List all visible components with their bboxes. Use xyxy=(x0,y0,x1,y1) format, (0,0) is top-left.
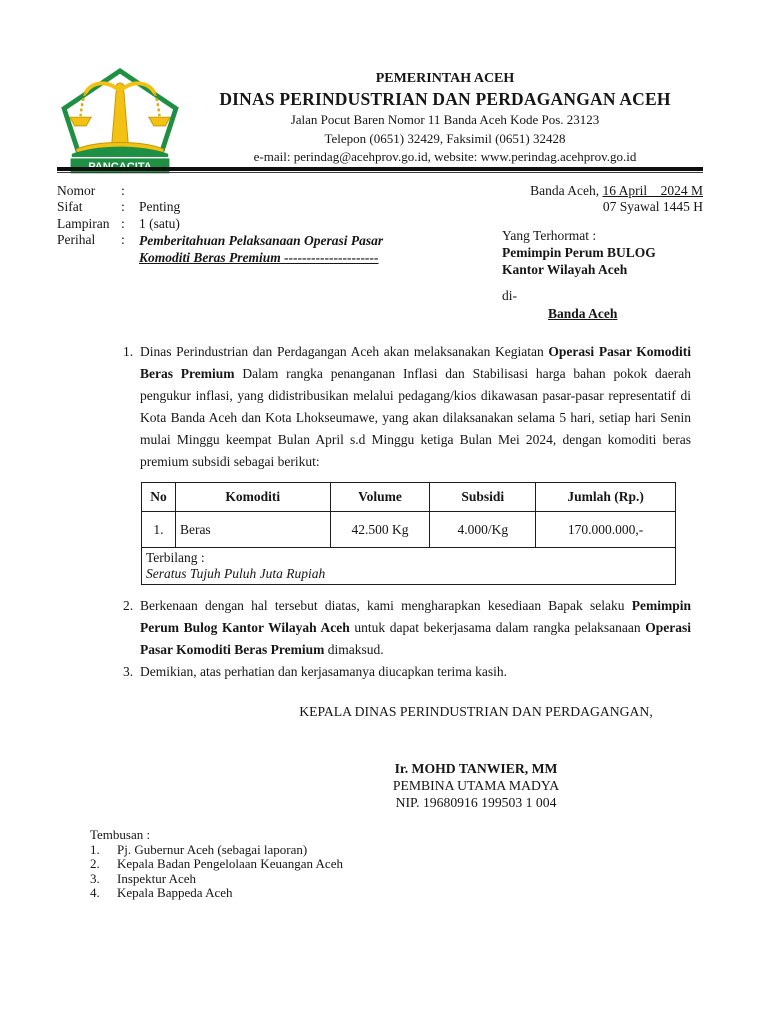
tembusan-num: 4. xyxy=(90,885,100,901)
letterhead-text xyxy=(187,64,703,181)
tembusan-item xyxy=(90,886,343,901)
tembusan-item xyxy=(90,872,343,887)
cell-no: 1. xyxy=(142,512,176,548)
cell-jumlah: 170.000.000,- xyxy=(536,512,676,548)
meta-colon: : xyxy=(121,199,125,215)
tembusan-num: 1. xyxy=(90,841,100,857)
signatory-identity xyxy=(191,760,761,811)
date-hijri: 07 Syawal 1445 H xyxy=(602,199,703,214)
meta-label: Perihal xyxy=(57,232,96,248)
meta-value: 1 (satu) xyxy=(139,215,180,231)
meta-row-sifat xyxy=(57,199,383,215)
item-text xyxy=(140,341,691,473)
tembusan-text: Kepala Badan Pengelolaan Keuangan Aceh xyxy=(117,856,343,872)
aceh-provincial-emblem-logo xyxy=(57,64,187,181)
subject-line1: Pemberitahuan Pelaksanaan Operasi Pasar xyxy=(139,233,384,249)
pancacita-emblem-icon xyxy=(57,68,183,176)
item-text: Demikian, atas perhatian dan kerjasamanya diucapkan terima kasih. xyxy=(140,664,507,679)
item1-text-pre: Dinas Perindustrian dan Perdagangan Aceh akan melaksanakan Kegiatan xyxy=(140,344,549,359)
agency-address: Jalan Pocut Baren Nomor 11 Banda Aceh Kode Pos. 23123 xyxy=(290,112,600,128)
cell-volume: 42.500 Kg xyxy=(330,512,430,548)
table-header-jumlah: Jumlah (Rp.) xyxy=(536,483,676,512)
recipient-city: Banda Aceh xyxy=(548,306,618,321)
logo-banner-text: PANCACITA xyxy=(88,161,152,174)
recipient-block xyxy=(487,228,703,322)
recipient-name-line2: Kantor Wilayah Aceh xyxy=(502,262,628,277)
table-terbilang-row xyxy=(142,548,676,585)
tembusan-num: 2. xyxy=(90,856,100,872)
meta-value: Penting xyxy=(139,199,181,215)
table-header-row xyxy=(142,483,676,512)
terbilang-cell xyxy=(142,548,676,585)
recipient-salutation: Yang Terhormat : xyxy=(502,228,597,243)
signatory-rank: PEMBINA UTAMA MADYA xyxy=(392,778,560,793)
table-header-no: No xyxy=(142,483,176,512)
carbon-copy-block xyxy=(90,828,343,901)
tembusan-item xyxy=(90,843,343,858)
body-item-1 xyxy=(123,341,691,473)
signatory-nip: NIP. 19680916 199503 1 004 xyxy=(395,795,557,810)
cell-komoditi: Beras xyxy=(175,512,330,548)
table-row xyxy=(142,512,676,548)
meta-value xyxy=(137,183,139,199)
body-item-2 xyxy=(123,595,691,661)
letter-date xyxy=(487,183,703,199)
meta-colon: : xyxy=(121,183,125,198)
signature-block xyxy=(191,703,761,811)
tembusan-item xyxy=(90,857,343,872)
subject-text xyxy=(137,232,383,266)
item-number: 1. xyxy=(123,344,134,359)
agency-email-website: e-mail: perindag@acehprov.go.id, website: www.perindag.acehprov.go.id xyxy=(253,148,637,164)
table-header-volume: Volume xyxy=(330,483,430,512)
letterhead-divider xyxy=(57,167,703,173)
government-name: PEMERINTAH ACEH xyxy=(375,71,515,86)
item2-text-mid: untuk dapat bekerjasama dalam rangka pelaksanaan xyxy=(349,620,646,635)
meta-row-perihal xyxy=(57,232,383,266)
agency-phone: Telepon (0651) 32429, Faksimil (0651) 32428 xyxy=(324,130,566,146)
item-number: 3. xyxy=(123,664,134,679)
meta-colon: : xyxy=(121,215,125,231)
meta-label: Lampiran xyxy=(57,215,110,231)
tembusan-num: 3. xyxy=(90,870,100,886)
meta-row-lampiran xyxy=(57,216,383,232)
tembusan-text: Pj. Gubernur Aceh (sebagai laporan) xyxy=(117,841,308,857)
date-gregorian: 16 April 2024 M xyxy=(602,183,703,198)
tembusan-text: Inspektur Aceh xyxy=(117,870,197,886)
meta-label: Nomor xyxy=(57,183,96,198)
tembusan-label: Tembusan : xyxy=(90,827,151,842)
recipient-di: di- xyxy=(502,288,517,303)
date-city: Banda Aceh, xyxy=(530,183,603,198)
body-item-3 xyxy=(123,661,691,683)
letter-body xyxy=(123,341,691,683)
tembusan-text: Kepala Bappeda Aceh xyxy=(117,885,233,901)
item1-text-bold: Operasi Pasar Komoditi Beras Premium xyxy=(140,344,691,381)
item2-text-pre: Berkenaan dengan hal tersebut diatas, kami mengharapkan kesediaan Bapak selaku xyxy=(140,598,632,613)
item2-text-bold1: Pemimpin Perum Bulog Kantor Wilayah Aceh xyxy=(140,598,691,635)
item2-text-bold2: Operasi Pasar Komoditi Beras Premium xyxy=(140,620,691,657)
terbilang-label: Terbilang : xyxy=(146,550,205,565)
subject-line2: Komoditi Beras Premium --------------------- xyxy=(139,250,379,266)
signatory-title: KEPALA DINAS PERINDUSTRIAN DAN PERDAGANGAN, xyxy=(299,704,653,719)
item-number: 2. xyxy=(123,598,134,613)
letterhead xyxy=(57,64,703,181)
meta-row-nomor xyxy=(57,183,383,199)
recipient-name-line1: Pemimpin Perum BULOG xyxy=(502,245,656,260)
item1-text-post: Dalam rangka penanganan Inflasi dan Stabilisasi harga bahan pokok daerah pengukur inflasi, yang didistribusikan melalui pedagang/kios dikawasan pasar-pasar representatif di Kota Banda Aceh dan Kota Lhokseumawe, yang akan dilaksanakan selama 5 hari, setiap hari Senin mulai Minggu keempat Bulan April s.d Minggu ketiga Bulan Mei 2024, dengan komoditi beras premium subsidi sebagai berikut: xyxy=(140,366,691,469)
letter-meta xyxy=(57,183,383,266)
date-and-recipient xyxy=(487,183,703,322)
meta-colon: : xyxy=(121,232,125,248)
item2-text-post: dimaksud. xyxy=(324,642,384,657)
agency-name: DINAS PERINDUSTRIAN DAN PERDAGANGAN ACEH xyxy=(219,88,671,109)
meta-label: Sifat xyxy=(57,199,83,215)
terbilang-value: Seratus Tujuh Puluh Juta Rupiah xyxy=(146,566,326,581)
signatory-name: Ir. MOHD TANWIER, MM xyxy=(394,761,558,776)
table-header-komoditi: Komoditi xyxy=(175,483,330,512)
commodity-table xyxy=(141,482,676,585)
item-text xyxy=(140,595,691,661)
table-header-subsidi: Subsidi xyxy=(430,483,536,512)
cell-subsidi: 4.000/Kg xyxy=(430,512,536,548)
